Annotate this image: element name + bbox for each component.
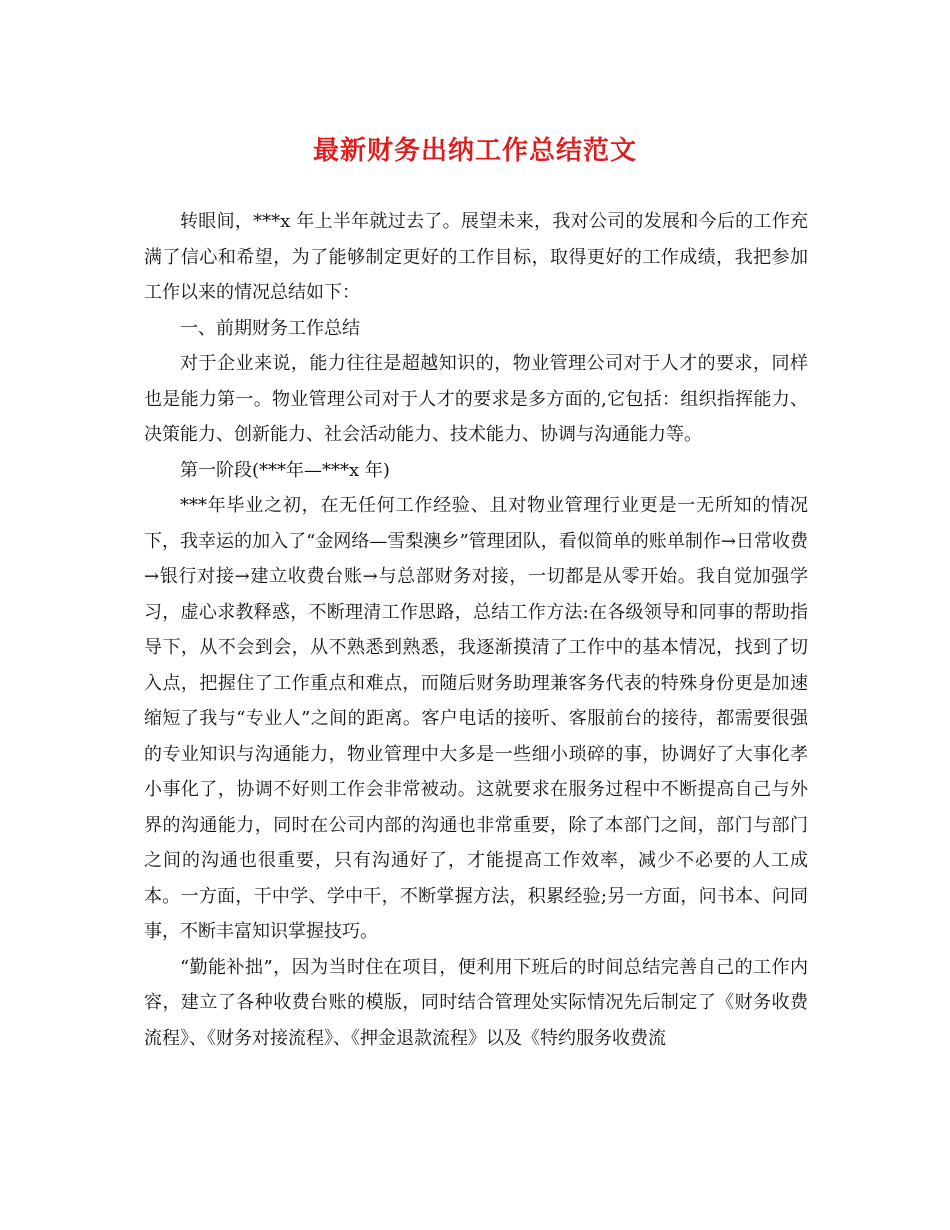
intro-paragraph: 转眼间，***x 年上半年就过去了。展望未来，我对公司的发展和今后的工作充满了信心和希望，为了能够制定更好的工作目标，取得更好的工作成绩，我把参加工作以来的情况总结如下： — [144, 211, 808, 303]
document-title: 最新财务出纳工作总结范文 — [312, 136, 637, 166]
phase-heading: 第一阶段(***年—***x 年) — [180, 459, 390, 481]
document-body — [144, 204, 808, 1056]
section-heading: 一、前期财务工作总结 — [180, 317, 360, 339]
diligence-paragraph: “勤能补拙”，因为当时住在项目，便利用下班后的时间总结完善自己的工作内容，建立了各种收费台账的模版，同时结合管理处实际情况先后制定了《财务收费流程》、《财务对接流程》、《押金退款流程》以及《特约服务收费流 — [144, 956, 808, 1049]
ability-paragraph: 对于企业来说，能力往往是超越知识的，物业管理公司对于人才的要求，同样也是能力第一。物业管理公司对于人才的要求是多方面的,它包括：组织指挥能力、决策能力、创新能力、社会活动能力、技术能力、协调与沟通能力等。 — [144, 353, 808, 445]
phase-one-paragraph: ***年毕业之初，在无任何工作经验、且对物业管理行业更是一无所知的情况下，我幸运的加入了“金网络—雪梨澳乡”管理团队，看似简单的账单制作→日常收费→银行对接→建立收费台账→与总部财务对接，一切都是从零开始。我自觉加强学习，虚心求教释惑，不断理清工作思路，总结工作方法:在各级领导和同事的帮助指导下，从不会到会，从不熟悉到熟悉，我逐渐摸清了工作中的基本情况，找到了切入点，把握住了工作重点和难点，而随后财务助理兼客务代表的特殊身份更是加速缩短了我与“专业人”之间的距离。客户电话的接听、客服前台的接待，都需要很强的专业知识与沟通能力，物业管理中大多是一些细小琐碎的事，协调好了大事化孝小事化了，协调不好则工作会非常被动。这就要求在服务过程中不断提高自己与外界的沟通能力，同时在公司内部的沟通也非常重要，除了本部门之间，部门与部门之间的沟通也很重要，只有沟通好了，才能提高工作效率，减少不必要的人工成本。一方面，干中学、学中干，不断掌握方法，积累经验;另一方面，问书本、问同事，不断丰富知识掌握技巧。 — [144, 495, 808, 942]
